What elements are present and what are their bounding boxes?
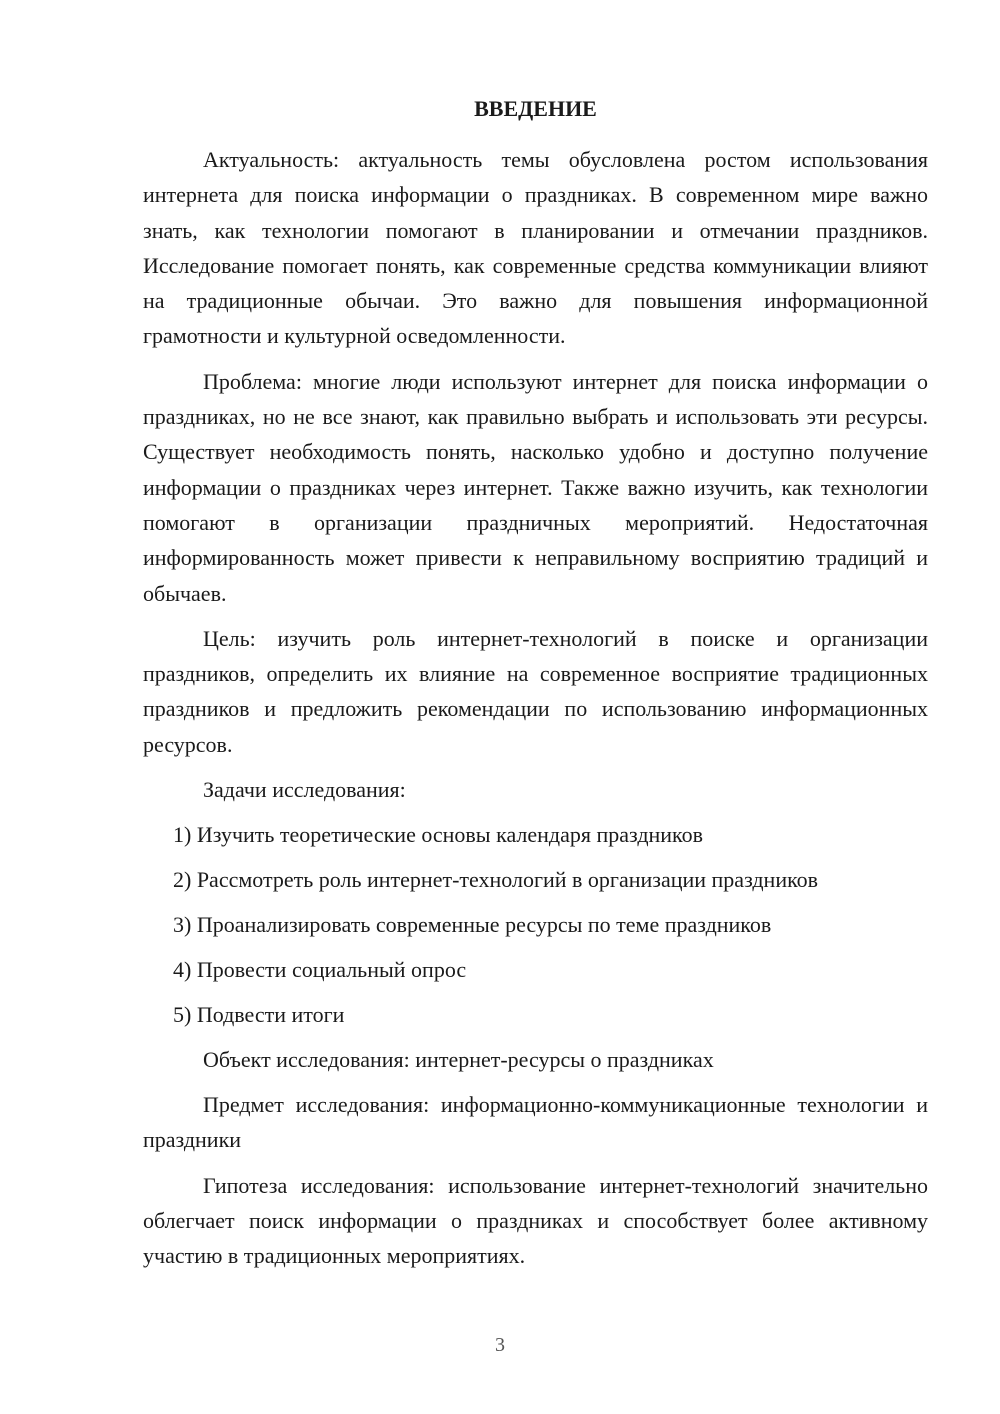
task-item-3: 3) Проанализировать современные ресурсы по теме праздников: [173, 912, 772, 938]
goal-paragraph: Цель: изучить роль интернет-технологий в поиске и организации праздников, определить их влияние на современное восприятие традиционных праздников и предложить рекомендации по использованию информационных ресурсов.: [143, 625, 928, 757]
tasks-heading: Задачи исследования:: [203, 777, 406, 803]
task-item-4: 4) Провести социальный опрос: [173, 957, 467, 983]
document-page: [143, 92, 928, 1284]
task-item-5: 5) Подвести итоги: [173, 1002, 345, 1028]
hypothesis-paragraph: Гипотеза исследования: использование интернет-технологий значительно облегчает поиск информации о праздниках и способствует более активному участию в традиционных мероприятиях.: [143, 1172, 928, 1269]
subject-paragraph: Предмет исследования: информационно-коммуникационные технологии и праздники: [143, 1092, 928, 1153]
object-line: Объект исследования: интернет-ресурсы о праздниках: [203, 1047, 714, 1073]
problem-paragraph: Проблема: многие люди используют интернет для поиска информации о праздниках, но не все знают, как правильно выбрать и использовать эти ресурсы. Существует необходимость понять, насколько удобно и доступно получение информации о праздниках через интернет. Также важно изучить, как технологии помогают в организации праздничных мероприятий. Недостаточная информированность может привести к неправильному восприятию традиций и обычаев.: [143, 368, 928, 606]
page-title: ВВЕДЕНИЕ: [474, 96, 597, 121]
page-number: 3: [495, 1334, 505, 1356]
task-item-1: 1) Изучить теоретические основы календаря праздников: [173, 822, 704, 848]
task-item-2: 2) Рассмотреть роль интернет-технологий в организации праздников: [173, 867, 819, 893]
relevance-paragraph: Актуальность: актуальность темы обусловлена ростом использования интернета для поиска информации о праздниках. В современном мире важно знать, как технологии помогают в планировании и отмечании праздников. Исследование помогает понять, как современные средства коммуникации влияют на традиционные обычаи. Это важно для повышения информационной грамотности и культурной осведомленности.: [143, 147, 928, 349]
